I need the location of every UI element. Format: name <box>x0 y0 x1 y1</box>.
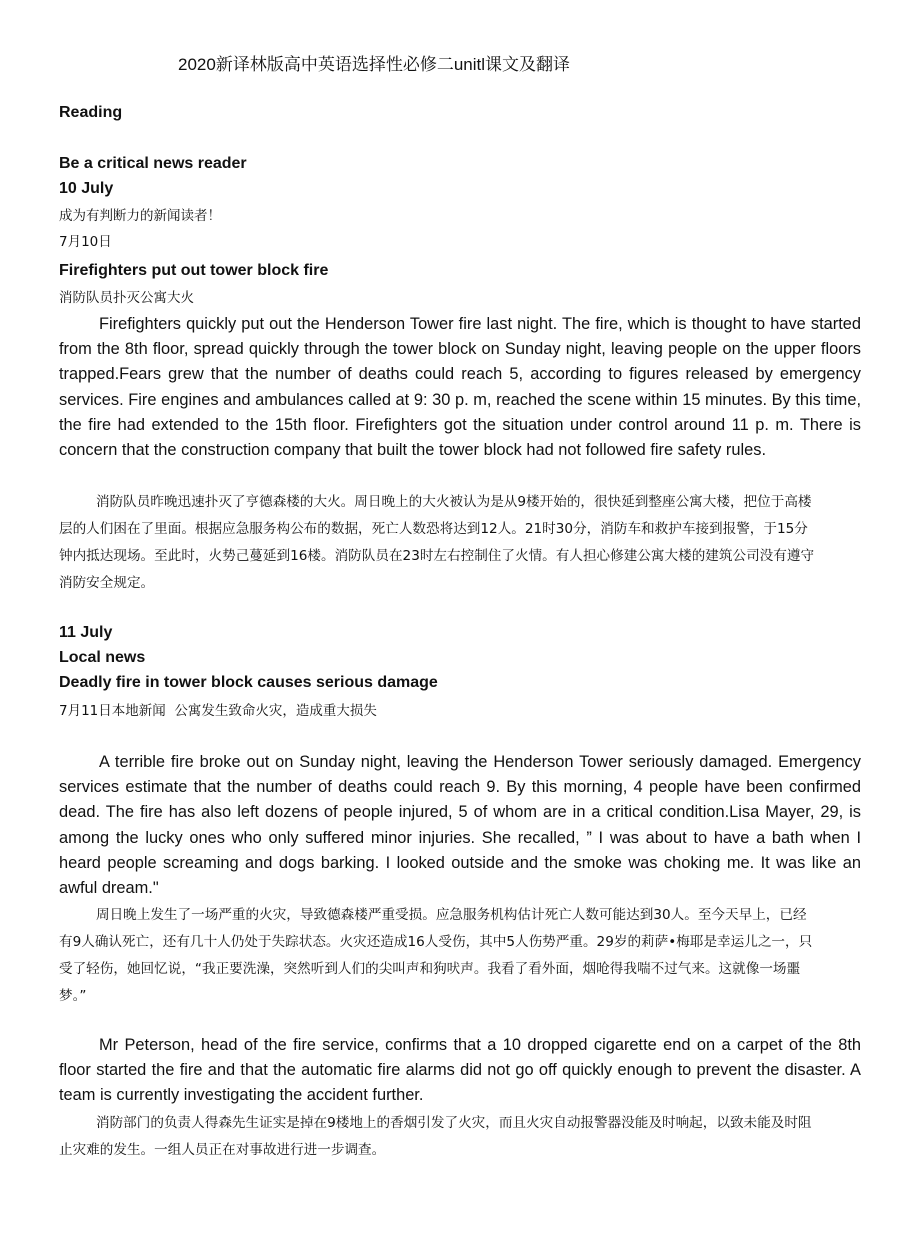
article-title-en: Be a critical news reader <box>59 155 247 172</box>
day2-paragraph2-en: Mr Peterson, head of the fire service, confirms that a 10 dropped cigarette end on a carpet of the 8th floor started the fire and that the automatic fire alarms did not go off quickly enough to prevent the disaster. A team is currently investigating the accident further. <box>59 1036 861 1105</box>
day1-paragraph-zh: 消防队员昨晚迅速扑灭了亨德森楼的大火。周日晚上的大火被认为是从9楼开始的，很快延到整座公寓大楼，把位于高楼层的人们困在了里面。根据应急服务构公布的数据，死亡人数恐将达到12人。21时30分，消防车和救护车接到报警，于15分钟内抵达现场。至此时，火势己蔓延到16楼。消防队员在23时左右控制住了火情。有人担心修建公寓大楼的建筑公司没有遵守消防安全规定。 <box>59 494 815 591</box>
day2-date-en: 11 July <box>59 624 113 641</box>
day2-paragraph2-zh: 消防部门的负责人得森先生证实是掉在9楼地上的香烟引发了火灾，而且火灾自动报警器没能及时响起，以致未能及时阻止灾难的发生。一组人员正在对事故进行进一步调查。 <box>59 1115 812 1158</box>
article-title-zh: 成为有判断力的新闻读者！ <box>59 208 221 224</box>
day1-date-zh: 7月10日 <box>59 234 112 250</box>
day1-date-en: 10 July <box>59 180 114 197</box>
document-title: 2020新译林版高中英语选择性必修二unitl课文及翻译 <box>178 55 571 74</box>
day2-section-en: Local news <box>59 649 146 666</box>
day1-headline-en: Firefighters put out tower block fire <box>59 262 329 279</box>
day2-paragraph1-zh: 周日晚上发生了一场严重的火灾，导致德森楼严重受损。应急服务机构估计死亡人数可能达到30人。至今天早上，已经有9人确认死亡，还有几十人仍处于失踪状态。火灾还造成16人受伤，其中5人伤势严重。29岁的莉萨•梅耶是幸运儿之一，只受了轻伤，她回忆说，“我正要洗澡，突然听到人们的尖叫声和狗吠声。我看了看外面，烟呛得我喘不过气来。这就像一场噩梦。” <box>59 907 813 1004</box>
day2-paragraph1-en: A terrible fire broke out on Sunday night, leaving the Henderson Tower seriously damaged. Emergency services estimate that the number of deaths could reach 9. By this morning, 4 people have been confirmed dead. The fire has also left dozens of people injured, 5 of whom are in a critical condition.Lisa Mayer, 29, is among the lucky ones who only suffered minor injuries. She recalled, ” I was about to have a bath when I heard people screaming and dogs barking. I looked outside and the smoke was choking me. It was like an awful dream." <box>59 753 861 898</box>
section-label: Reading <box>59 104 123 121</box>
day2-headline-zh: 7月11日本地新闻 公寓发生致命火灾，造成重大损失 <box>59 703 377 719</box>
day1-paragraph-en: Firefighters quickly put out the Henderson Tower fire last night. The fire, which is thought to have started from the 8th floor, spread quickly through the tower block on Sunday night, leaving people on the upper floors trapped.Fears grew that the number of deaths could reach 5, according to figures released by emergency services. Fire engines and ambulances called at 9: 30 p. m, reached the scene within 15 minutes. By this time, the fire had extended to the 15th floor. Firefighters got the situation under control around 11 p. m. There is concern that the construction company that built the tower block had not followed fire safety rules. <box>59 315 861 460</box>
day1-headline-zh: 消防队员扑灭公寓大火 <box>59 290 194 306</box>
day2-headline-en: Deadly fire in tower block causes serious damage <box>59 674 438 691</box>
